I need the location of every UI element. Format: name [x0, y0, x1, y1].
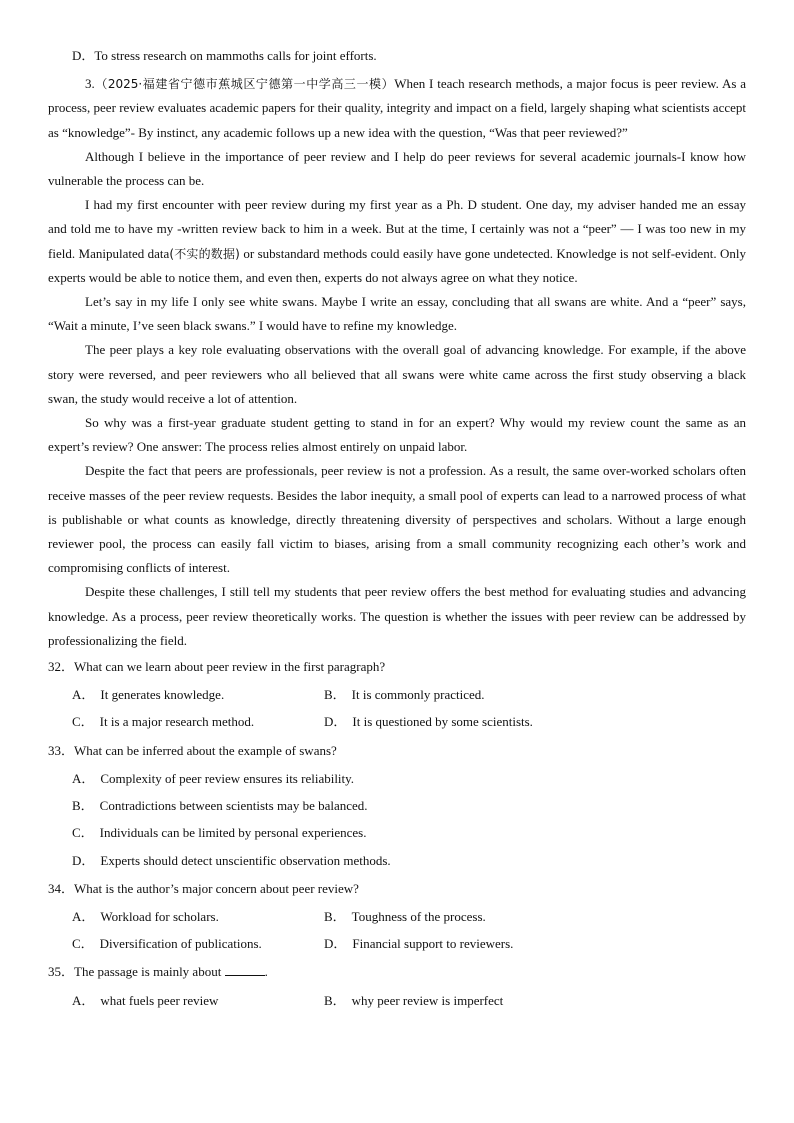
question-stem	[48, 655, 746, 679]
option-text: what fuels peer review	[100, 992, 219, 1008]
option-a[interactable]	[72, 767, 712, 791]
option-text: Toughness of the process.	[351, 908, 486, 924]
option-text: Diversification of publications.	[99, 936, 262, 952]
option-c[interactable]	[72, 710, 324, 734]
option-letter: B．	[324, 908, 346, 924]
passage-source: （2025·福建省宁德市蕉城区宁德第一中学高三一模）	[94, 77, 395, 92]
options	[48, 766, 746, 875]
question-number: 34．	[48, 880, 75, 896]
option-text: Workload for scholars.	[100, 908, 219, 924]
passage-paragraph-1	[48, 72, 746, 145]
option-text: Contradictions between scientists may be balanced.	[99, 798, 368, 814]
option-letter: C．	[72, 825, 94, 841]
question-suffix: .	[264, 964, 268, 980]
option-letter: A．	[72, 908, 95, 924]
options	[48, 904, 746, 958]
passage-paragraph-7: Despite the fact that peers are professionals, peer review is not a profession. As a result, the same over-worked scholars often receive masses of the peer review requests. Besides the labor inequity, a small pool of experts can lead to a narrowed process of what is publishable or what counts as knowledge, directly threatening diversity of perspectives and scholars. Without a large enough reviewer pool, the process can easily fall victim to biases, arising from a small community recognizing each other’s work and compromising conflicts of interest.	[48, 463, 746, 576]
passage-paragraph-3	[48, 193, 746, 290]
option-d[interactable]	[324, 710, 576, 734]
question-text: What can we learn about peer review in the first paragraph?	[74, 659, 386, 675]
question-stem	[48, 877, 746, 901]
option-b[interactable]	[324, 905, 576, 929]
passage-number: 3.	[85, 76, 95, 92]
option-letter: D．	[324, 936, 347, 952]
passage-paragraph-5: The peer plays a key role evaluating observations with the overall goal of advancing knowledge. For example, if the above story were reversed, and peer reviewers who all believed that all swans were white came across the first study observing a black swan, the study would receive a lot of attention.	[48, 342, 746, 406]
option-d[interactable]	[324, 932, 576, 956]
paragraph-text: I had my first encounter with peer review during my first year as a Ph. D student. One day, my adviser handed me an essay and told me to have my -written review back to him in a week. But at the time, I certainly was not a “peer” — I was too new in my field. Manipulated data	[48, 197, 746, 261]
option-letter: A．	[72, 992, 95, 1008]
option-text: It is a major research method.	[99, 714, 255, 730]
option-letter: D．	[324, 714, 347, 730]
option-letter: B．	[324, 992, 346, 1008]
options	[48, 682, 746, 736]
question-stem	[48, 739, 746, 763]
answer-blank[interactable]	[225, 965, 265, 976]
question-number: 35．	[48, 964, 75, 980]
question-text: What can be inferred about the example of swans?	[74, 742, 337, 758]
question-32	[48, 655, 746, 737]
passage-paragraph-6: So why was a first-year graduate student getting to stand in for an expert? Why would my review count the same as an expert’s review? One answer: The process relies almost entirely on unpaid labor.	[48, 415, 746, 455]
passage-paragraph-8: Despite these challenges, I still tell my students that peer review offers the best method for evaluating studies and advancing knowledge. As a process, peer review theoretically works. The question is whether the issues with peer review can be addressed by professionalizing the field.	[48, 584, 746, 648]
option-letter: B．	[324, 687, 346, 703]
question-text: What is the author’s major concern about peer review?	[74, 880, 359, 896]
option-a[interactable]	[72, 989, 324, 1013]
passage-paragraph-2: Although I believe in the importance of peer review and I help do peer reviews for several academic journals-I know how vulnerable the process can be.	[48, 148, 746, 189]
option-d[interactable]	[72, 849, 712, 873]
option-letter: D．	[72, 852, 95, 868]
previous-question-option	[48, 44, 746, 68]
chinese-gloss: (不实的数据)	[169, 246, 240, 261]
question-33	[48, 739, 746, 875]
option-text: Individuals can be limited by personal experiences.	[99, 825, 367, 841]
passage-paragraph-4: Let’s say in my life I only see white swans. Maybe I write an essay, concluding that all swans are white. And a “peer” says, “Wait a minute, I’ve seen black swans.” I would have to refine my knowledge.	[48, 294, 746, 334]
option-b[interactable]	[72, 794, 712, 818]
question-number: 32．	[48, 659, 75, 675]
question-35	[48, 960, 746, 1014]
option-a[interactable]	[72, 905, 324, 929]
question-stem	[48, 960, 746, 984]
option-text: It generates knowledge.	[100, 687, 225, 703]
option-b[interactable]	[324, 989, 576, 1013]
question-text: The passage is mainly about	[74, 964, 222, 980]
paragraph-text: When I teach research methods, a major focus is peer review. As a process, peer review evaluates academic papers for their quality, integrity and impact on a field, largely shaping what scientists accept as “knowledge”- By instinct, any academic follows up a new idea with the question, “Was that peer reviewed?”	[48, 76, 746, 140]
option-text: Complexity of peer review ensures its reliability.	[100, 770, 355, 786]
option-c[interactable]	[72, 932, 324, 956]
option-text: It is commonly practiced.	[351, 687, 485, 703]
option-text: It is questioned by some scientists.	[352, 714, 533, 730]
option-c[interactable]	[72, 821, 712, 845]
option-letter: C．	[72, 936, 94, 952]
question-34	[48, 877, 746, 959]
option-letter: A．	[72, 687, 95, 703]
option-text: To stress research on mammoths calls for joint efforts.	[94, 48, 377, 63]
option-text: why peer review is imperfect	[351, 992, 504, 1008]
options	[48, 988, 746, 1015]
option-a[interactable]	[72, 683, 324, 707]
option-letter: C．	[72, 714, 94, 730]
question-number: 33．	[48, 742, 75, 758]
option-text: Financial support to reviewers.	[352, 936, 514, 952]
option-letter: B．	[72, 798, 94, 814]
option-letter: D．	[72, 48, 95, 63]
option-letter: A．	[72, 770, 95, 786]
option-text: Experts should detect unscientific observation methods.	[100, 852, 391, 868]
option-b[interactable]	[324, 683, 576, 707]
paragraph-text: or substandard methods could easily have gone undetected. Knowledge is not self-evident. Only experts would be able to notice them, and even then, experts do not always agree on what they notice.	[48, 245, 747, 285]
document-page	[48, 44, 746, 1015]
